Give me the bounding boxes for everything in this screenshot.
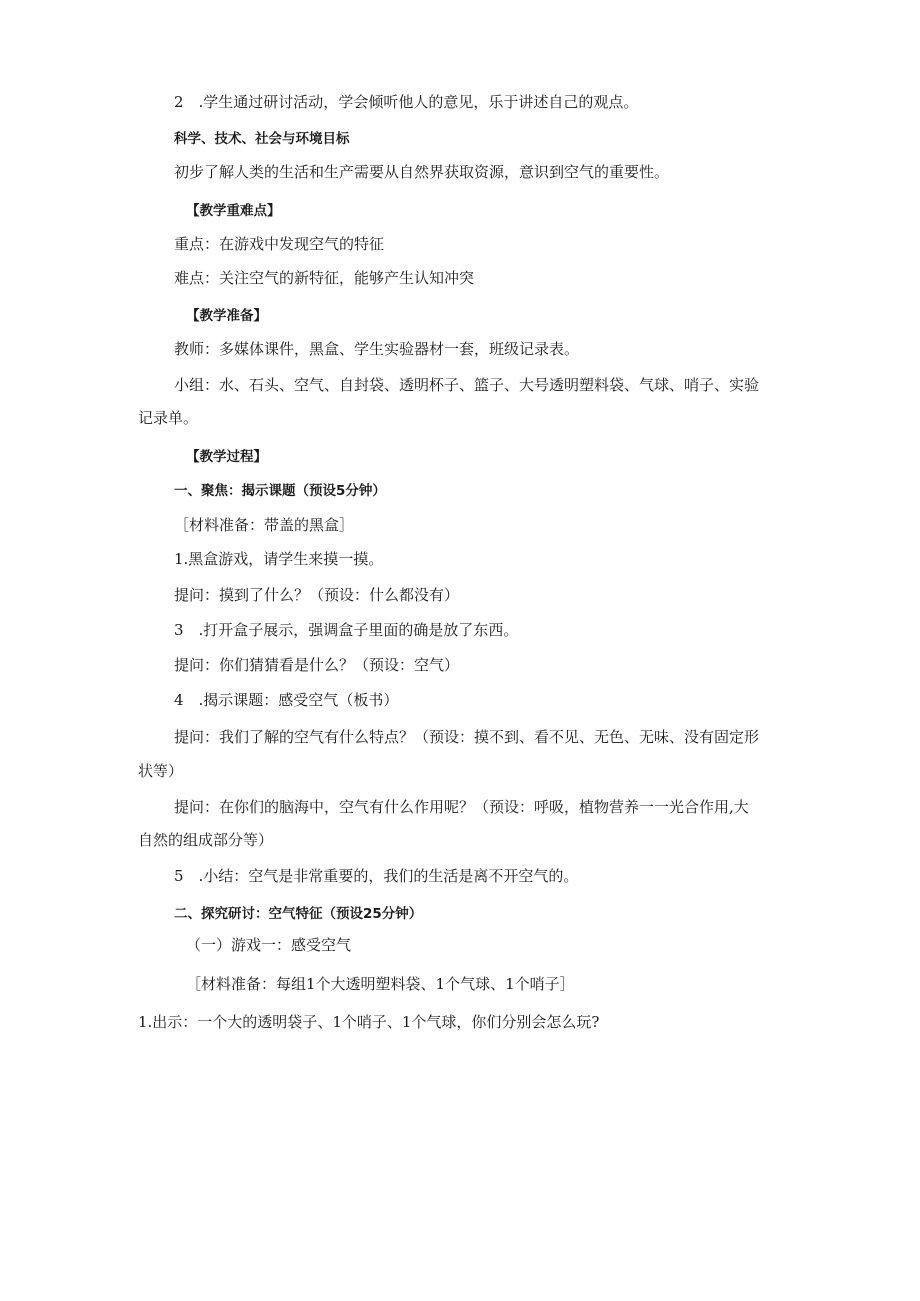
question-air-function-cont: 自然的组成部分等） [138,831,274,849]
step-3-open-box: 3 .打开盒子展示，强调盒子里面的确是放了东西。 [174,621,519,639]
materials-game-one: ［材料准备：每组1个大透明塑料袋、1个气球、1个哨子］ [186,975,575,993]
group-preparation-cont: 记录单。 [138,409,199,427]
question-what-touched: 提问：摸到了什么？（预设：什么都没有） [174,586,460,604]
question-air-features: 提问：我们了解的空气有什么特点？（预设：摸不到、看不见、无色、无味、没有固定形 [174,728,760,746]
group-preparation: 小组：水、石头、空气、自封袋、透明杯子、篮子、大号透明塑料袋、气球、哨子、实验 [174,376,760,394]
goal-item-2: 2 .学生通过研讨活动，学会倾听他人的意见，乐于讲述自己的观点。 [174,93,639,111]
step-5-summary: 5 .小结：空气是非常重要的，我们的生活是离不开空气的。 [174,867,579,885]
heading-key-points: 【教学重难点】 [186,203,281,219]
step-1-black-box-game: 1.黑盒游戏，请学生来摸一摸。 [174,550,384,568]
question-guess: 提问：你们猜猜看是什么？（预设：空气） [174,656,460,674]
materials-black-box: ［材料准备：带盖的黑盒］ [174,516,355,534]
heading-teaching-process: 【教学过程】 [186,449,267,465]
section-heading-explore: 二、探究研讨：空气特征（预设25分钟） [174,906,423,922]
key-point: 重点：在游戏中发现空气的特征 [174,235,385,253]
teacher-preparation: 教师：多媒体课件，黑盒、学生实验器材一套，班级记录表。 [174,340,580,358]
section-heading-stse-goal: 科学、技术、社会与环境目标 [174,131,350,147]
step-4-reveal-topic: 4 .揭示课题：感受空气（板书） [174,691,399,709]
step-1-show-materials: 1.出示：一个大的透明袋子、1个哨子、1个气球，你们分别会怎么玩? [138,1013,600,1031]
game-one-title: （一）游戏一：感受空气 [186,936,352,954]
heading-preparation: 【教学准备】 [186,308,267,324]
question-air-features-cont: 状等） [138,762,184,780]
stse-goal-text: 初步了解人类的生活和生产需要从自然界获取资源，意识到空气的重要性。 [174,163,670,181]
section-heading-focus: 一、聚焦：揭示课题（预设5分钟） [174,483,386,499]
question-air-function: 提问：在你们的脑海中，空气有什么作用呢？（预设：呼吸，植物营养一一光合作用,大 [174,798,749,816]
difficult-point: 难点：关注空气的新特征，能够产生认知冲突 [174,269,475,287]
